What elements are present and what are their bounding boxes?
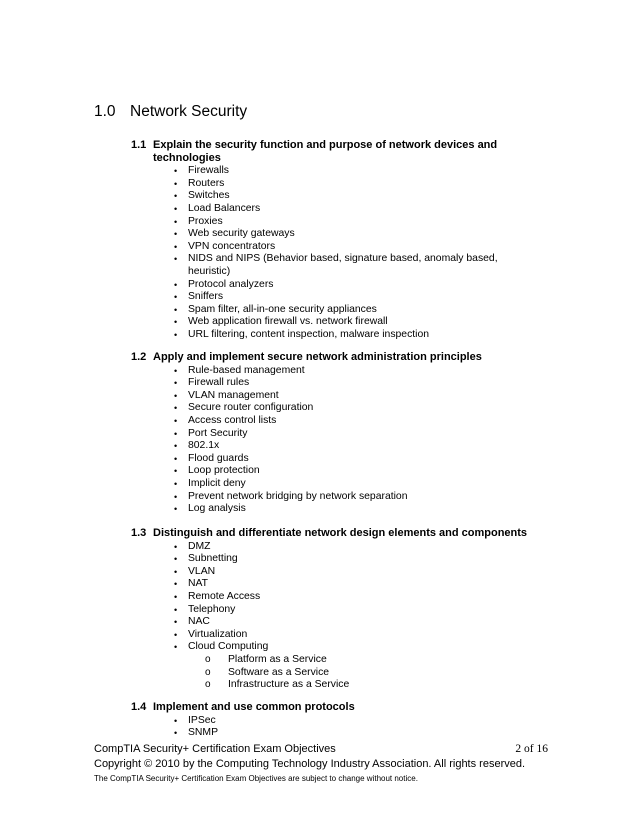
objective-1-4	[131, 701, 531, 740]
sub-list	[188, 654, 518, 692]
sub-list-item: o Infrastructure as a Service	[205, 679, 350, 691]
objective-list	[131, 541, 531, 692]
footer-copyright: Copyright © 2010 by the Computing Technology Industry Association. All rights reserved.	[94, 758, 526, 770]
list-item: • NIDS and NIPS (Behavior based, signature based, anomaly based, heuristic)	[174, 253, 498, 277]
list-item: • Rule-based management	[174, 364, 305, 376]
list-item: • Prevent network bridging by network separation	[174, 490, 408, 502]
list-item: • Loop protection	[174, 465, 260, 477]
sub-list-item: o Platform as a Service	[205, 653, 327, 665]
list-item: • Spam filter, all-in-one security appliances	[174, 303, 377, 315]
list-item: • Telephony	[174, 603, 236, 615]
sub-list-item: o Software as a Service	[205, 666, 330, 678]
objective-1-3	[131, 527, 531, 692]
section-heading-title: Network Security	[130, 103, 248, 120]
list-item: • Web application firewall vs. network firewall	[174, 316, 388, 328]
footer-doc-title: CompTIA Security+ Certification Exam Objectives	[94, 743, 336, 755]
list-item: • Remote Access	[174, 590, 261, 602]
list-item: • NAT	[174, 578, 209, 590]
objective-list	[131, 165, 531, 341]
list-item: • Sniffers	[174, 291, 224, 303]
objective-1-1	[131, 139, 531, 342]
list-item: • IPSec	[174, 714, 216, 726]
objective-1-2	[131, 351, 531, 516]
list-item: • Firewalls	[174, 165, 229, 177]
objective-title: 1.3 Distinguish and differentiate network design elements and components	[131, 527, 528, 539]
list-item: • VPN concentrators	[174, 240, 276, 252]
objective-list	[131, 715, 531, 740]
list-item: • Switches	[174, 190, 230, 202]
list-item: • Virtualization	[174, 628, 248, 640]
list-item: • URL filtering, content inspection, malware inspection	[174, 328, 430, 340]
objective-title: 1.1 Explain the security function and purpose of network devices and technologies	[131, 139, 498, 164]
list-item: • Proxies	[174, 215, 223, 227]
list-item: • Secure router configuration	[174, 402, 314, 414]
objective-list	[131, 365, 531, 516]
section-heading-number: 1.0	[94, 103, 116, 120]
list-item: • VLAN management	[174, 389, 279, 401]
page-number: 2 of 16	[515, 743, 548, 755]
list-item: • Log analysis	[174, 503, 246, 515]
section-heading	[94, 103, 247, 121]
list-item: • Load Balancers	[174, 202, 261, 214]
list-item: • NAC	[174, 616, 210, 628]
list-item: • Port Security	[174, 427, 248, 439]
objective-title: 1.2 Apply and implement secure network administration principles	[131, 351, 482, 363]
list-item: • Access control lists	[174, 414, 277, 426]
list-item: • DMZ	[174, 540, 211, 552]
footer-notice: The CompTIA Security+ Certification Exam Objectives are subject to change without notice.	[94, 774, 418, 783]
list-item: • Subnetting	[174, 553, 238, 565]
list-item: • Firewall rules	[174, 377, 250, 389]
list-item: • 802.1x	[174, 440, 220, 452]
footer-title-line	[94, 743, 554, 755]
objective-title: 1.4 Implement and use common protocols	[131, 701, 355, 713]
list-item: • Routers	[174, 177, 225, 189]
list-item: • Protocol analyzers	[174, 278, 274, 290]
list-item: • SNMP	[174, 727, 219, 739]
list-item: • Web security gateways	[174, 228, 295, 240]
list-item: • Implicit deny	[174, 477, 246, 489]
list-item: • VLAN	[174, 565, 216, 577]
list-item: • Cloud Computing o Platform as a Service o Software as a Service o Infrastructure as a Service	[131, 641, 518, 691]
list-item: • Flood guards	[174, 452, 249, 464]
